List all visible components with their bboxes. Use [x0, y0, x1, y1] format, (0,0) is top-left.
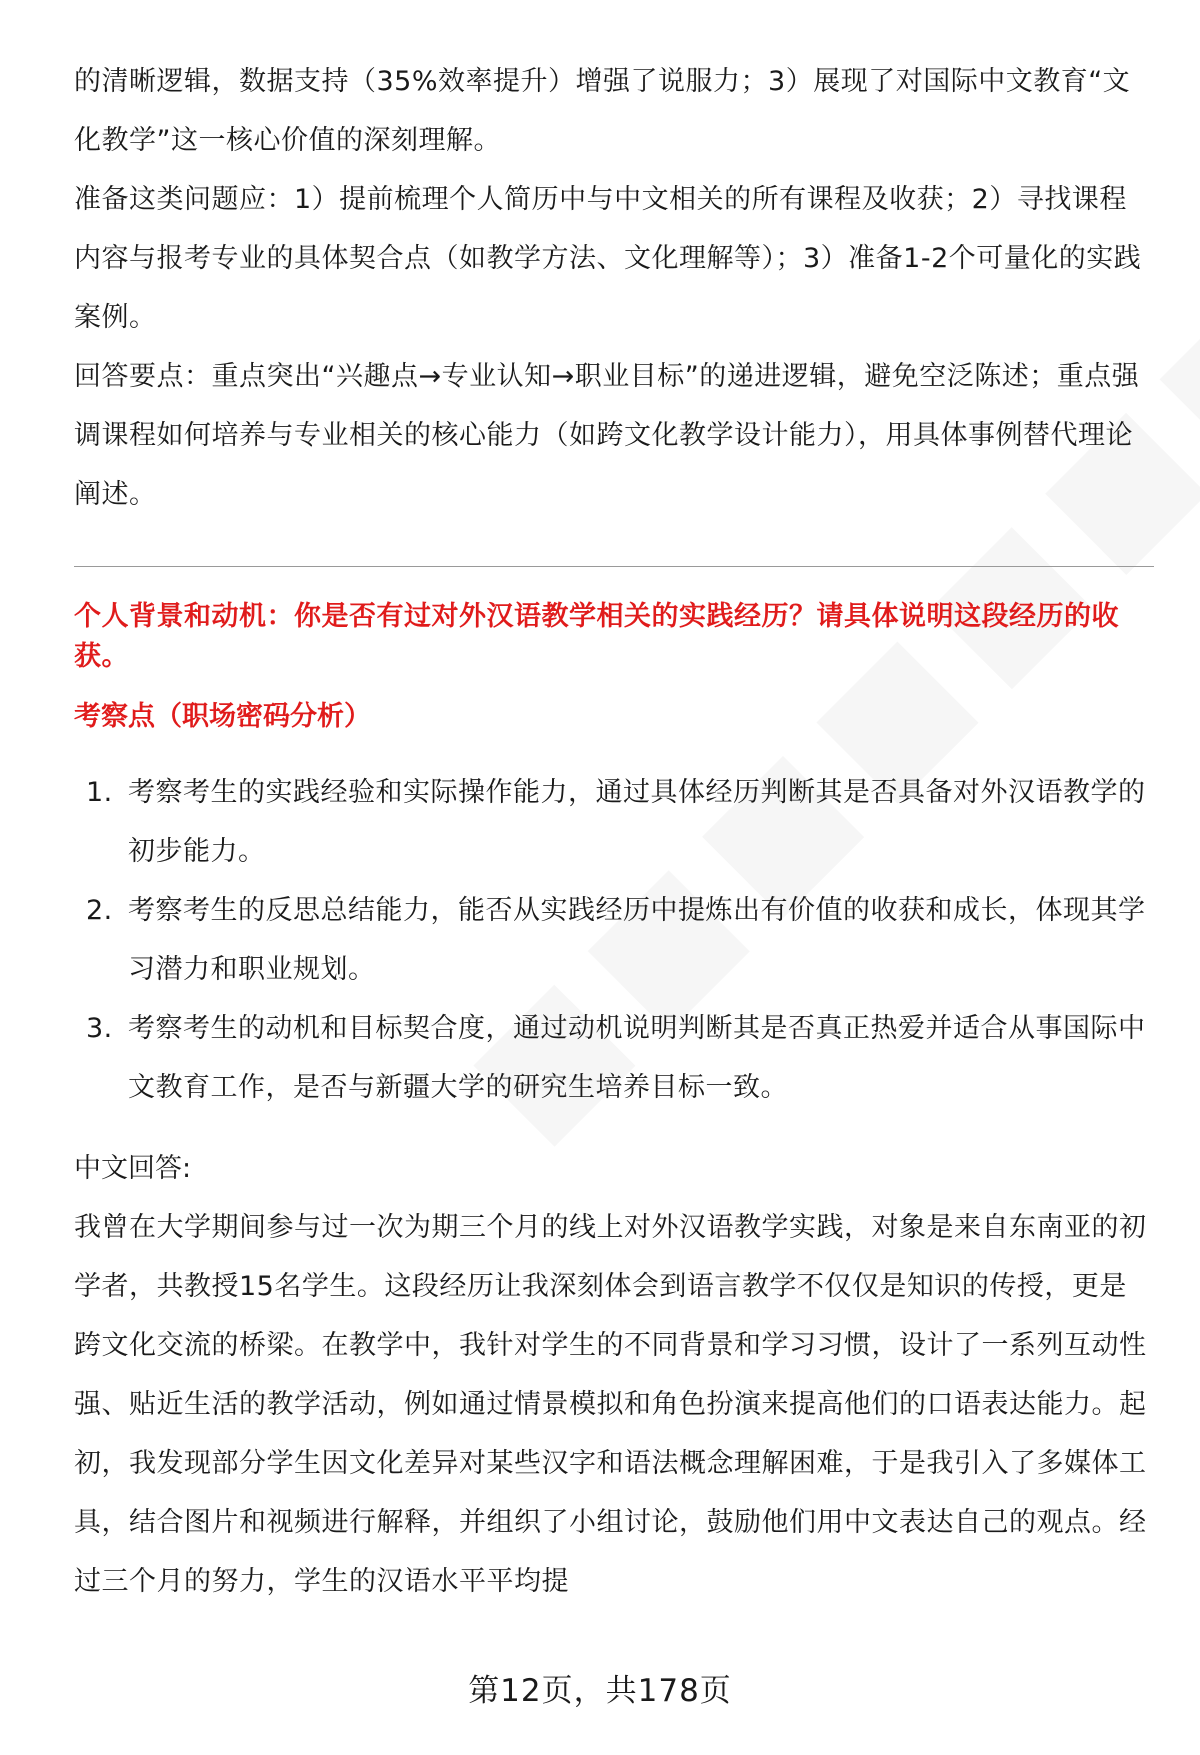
list-item	[74, 763, 1154, 881]
list-item-text: 考察考生的实践经验和实际操作能力，通过具体经历判断其是否具备对外汉语教学的初步能力。	[128, 777, 1146, 867]
section-divider	[74, 566, 1154, 567]
list-item	[74, 999, 1154, 1117]
intro-paragraph-1: 的清晰逻辑，数据支持（35%效率提升）增强了说服力；3）展现了对国际中文教育“文化教学”这一核心价值的深刻理解。	[74, 66, 1131, 156]
intro-paragraph-3: 回答要点：重点突出“兴趣点→专业认知→职业目标”的递进逻辑，避免空泛陈述；重点强调课程如何培养与专业相关的核心能力（如跨文化教学设计能力），用具体事例替代理论阐述。	[74, 361, 1140, 510]
document-page	[74, 52, 1154, 1611]
list-item-text: 考察考生的动机和目标契合度，通过动机说明判断其是否真正热爱并适合从事国际中文教育工作，是否与新疆大学的研究生培养目标一致。	[128, 1013, 1146, 1103]
page-number-footer: 第12页，共178页	[468, 1673, 732, 1709]
assessment-subheading: 考察点（职场密码分析）	[74, 701, 371, 732]
question-heading: 个人背景和动机：你是否有过对外汉语教学相关的实践经历？请具体说明这段经历的收获。	[74, 601, 1119, 672]
assessment-points-list	[74, 763, 1154, 1117]
list-item-number: 3.	[86, 1013, 113, 1044]
list-item	[74, 881, 1154, 999]
answer-paragraph: 我曾在大学期间参与过一次为期三个月的线上对外汉语教学实践，对象是来自东南亚的初学者，共教授15名学生。这段经历让我深刻体会到语言教学不仅仅是知识的传授，更是跨文化交流的桥梁。在教学中，我针对学生的不同背景和学习习惯，设计了一系列互动性强、贴近生活的教学活动，例如通过情景模拟和角色扮演来提高他们的口语表达能力。起初，我发现部分学生因文化差异对某些汉字和语法概念理解困难，于是我引入了多媒体工具，结合图片和视频进行解释，并组织了小组讨论，鼓励他们用中文表达自己的观点。经过三个月的努力，学生的汉语水平平均提	[74, 1212, 1147, 1597]
intro-paragraph-2: 准备这类问题应：1）提前梳理个人简历中与中文相关的所有课程及收获；2）寻找课程内容与报考专业的具体契合点（如教学方法、文化理解等）；3）准备1-2个可量化的实践案例。	[74, 184, 1142, 333]
list-item-text: 考察考生的反思总结能力，能否从实践经历中提炼出有价值的收获和成长，体现其学习潜力和职业规划。	[128, 895, 1146, 985]
list-item-number: 2.	[86, 895, 113, 926]
list-item-number: 1.	[86, 777, 113, 808]
answer-label: 中文回答:	[74, 1153, 192, 1184]
